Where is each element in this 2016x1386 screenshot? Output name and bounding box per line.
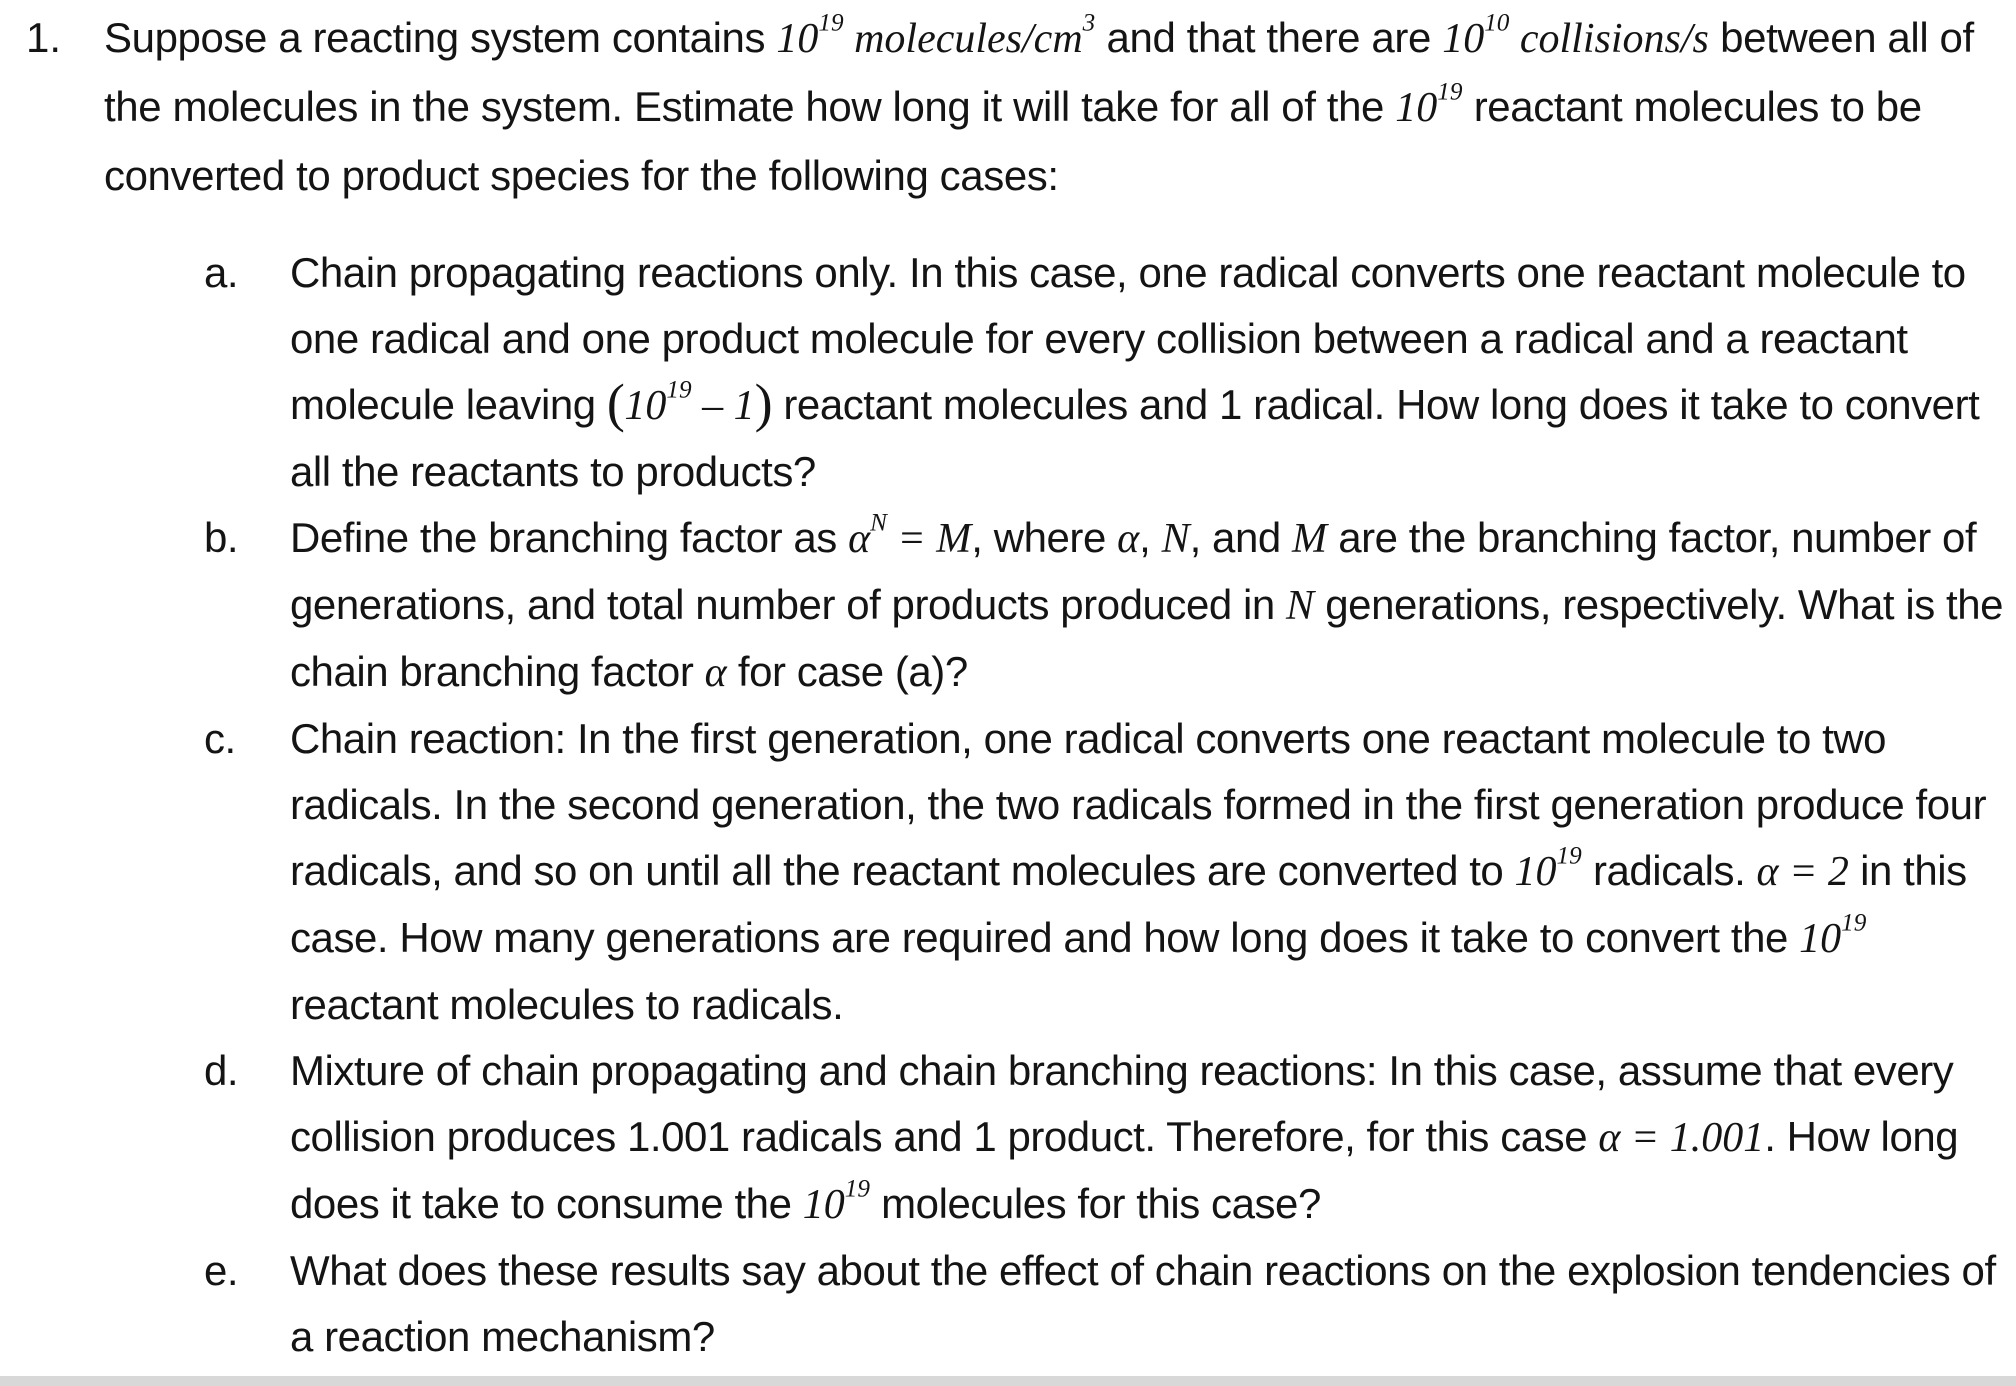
stem-text: reactant molecules to be converted to product species for the following cases: [104,83,1922,199]
math-molecules: $10^{19}$ [1514,842,1582,895]
math-molecules: $10^{19}$ [802,1175,870,1228]
subpart-label: a. [204,249,239,296]
problem-stem [104,4,2004,209]
subpart-a [180,240,2016,505]
stem-math-concentration: $10^{19}$ molecules/$cm^3$ [776,9,1096,62]
subpart-d [180,1038,2016,1238]
subparts-list [180,240,2016,1370]
subpart-text: Mixture of chain propagating and chain branching reactions: In this case, assume that every collision produces 1.001 radicals and 1 product. Therefore, for this case α = 1.001. How long does it take to consume the $10^{19}$ molecules for this case? [290,1047,1959,1228]
bottom-divider [0,1376,2016,1386]
subpart-label: c. [204,715,236,762]
subpart-text: Define the branching factor as $\alpha^N = M$, where α, N, and M are the branching factor, number of generations, and total number of products produced in N generations, respectively. What is the chain branching factor α for case (a)? [290,509,2004,696]
subpart-text: Chain reaction: In the first generation, one radical converts one reactant molecule to two radicals. In the second generation, the two radicals formed in the first generation produce four radicals, and so on until all the reactant molecules are converted to $10^{19}$ radicals. α = 2 in this case. How many generations are required and how long does it take to convert the $10^{19}$ reactant molecules to radicals. [290,715,1987,1028]
subpart-label: d. [204,1047,239,1094]
subpart-label: e. [204,1247,239,1294]
problem-number: 1. [26,14,62,61]
stem-text: and that there are [1095,14,1443,61]
subpart-b [180,505,2016,706]
stem-math-molecules: $10^{19}$ [1395,78,1463,131]
subpart-text: Chain propagating reactions only. In this case, one radical converts one reactant molecule to one radical and one product molecule for every collision between a radical and a reactant molecule leaving $(10^{19} - 1)$ reactant molecules and 1 radical. How long does it take to convert all the reactants to products? [290,249,1980,495]
math-alpha-equals-1001: α = 1.001 [1598,1115,1765,1161]
stem-text: between all of the molecules in the system. Estimate how long it will take for all of the [104,14,1974,130]
subpart-label: b. [204,514,239,561]
math-branching-equation: $\alpha^N = M$ [848,509,972,562]
stem-text: Suppose a reacting system contains [104,14,777,61]
subpart-e [180,1238,2016,1370]
subpart-c [180,706,2016,1038]
math-alpha-equals-2: α = 2 [1756,849,1849,895]
subpart-text: What does these results say about the effect of chain reactions on the explosion tendencies of a reaction mechanism? [290,1247,1996,1360]
math-remaining-molecules: $10^{19} - 1$ [624,376,755,429]
stem-math-collision-rate: $10^{10}$ collisions/s [1442,9,1709,62]
